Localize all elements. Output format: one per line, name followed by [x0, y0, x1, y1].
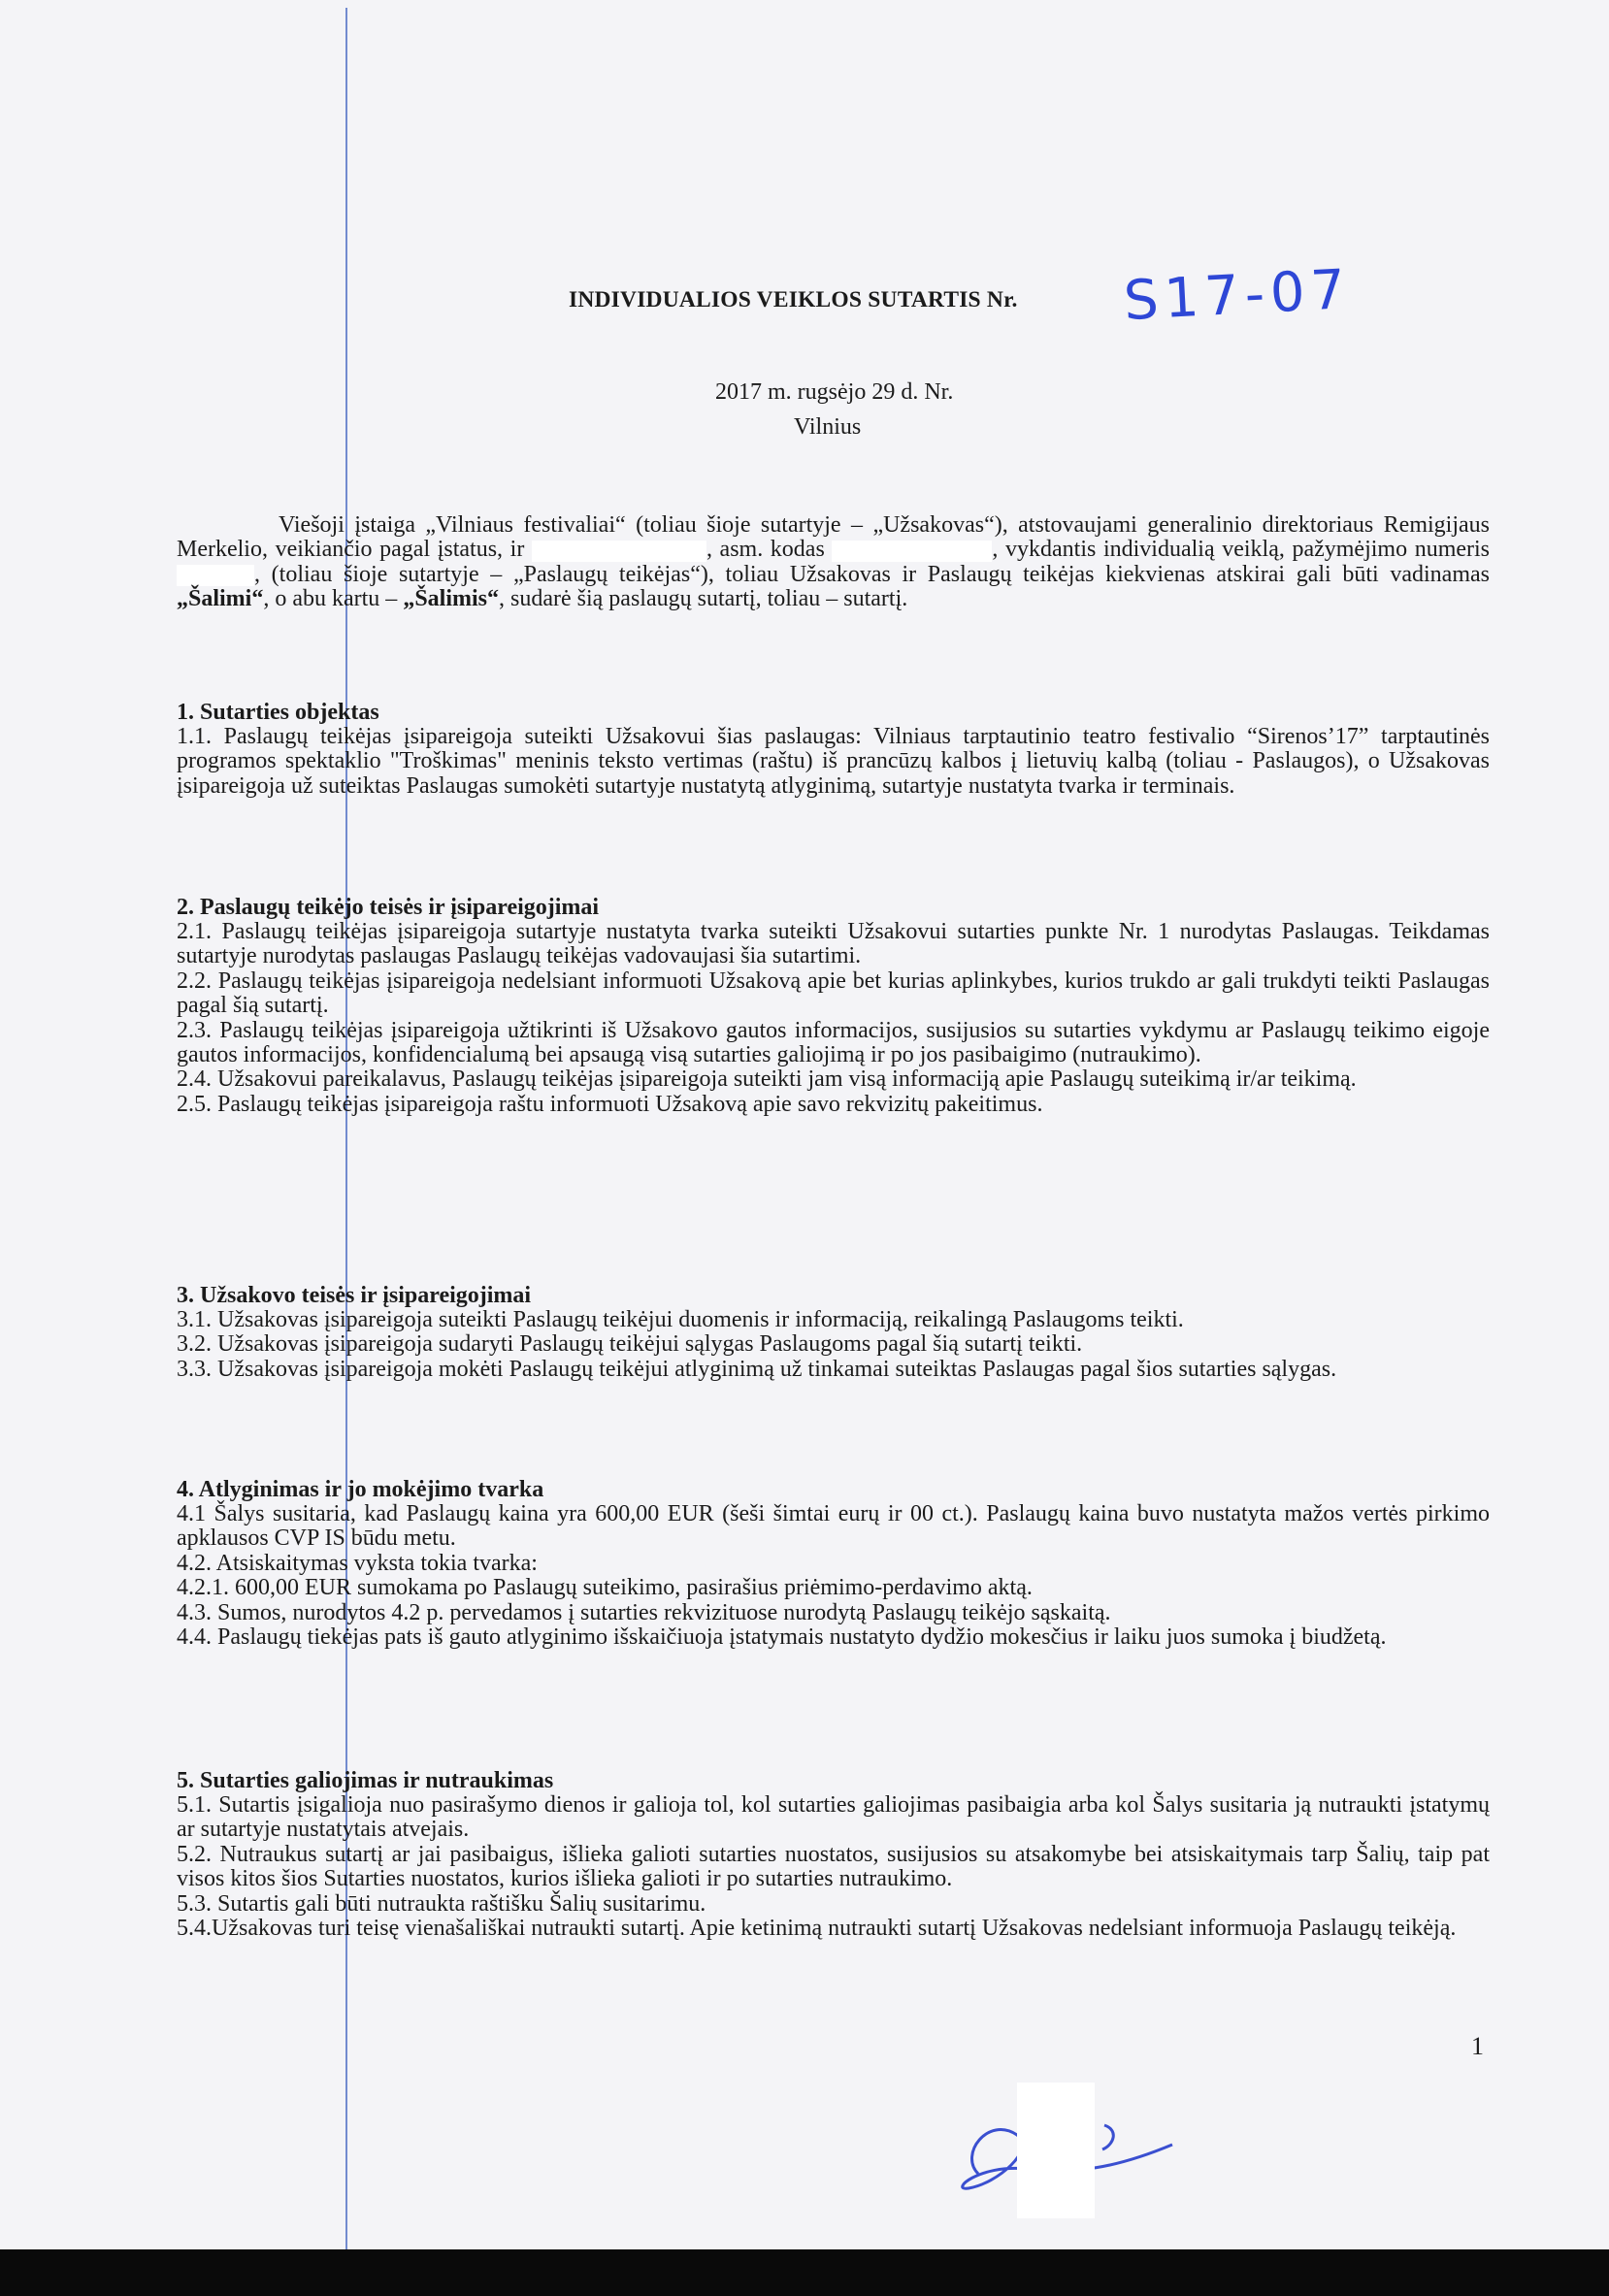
clause: 5.2. Nutraukus sutartį ar jai pasibaigus, išlieka galioti sutarties nuostatos, susijusios su atsakomybe bei atsiskaitymais tarp Šalių, taip pat visos kitos šios Sutarties nuostatos, kurios išlieka galioti ir po sutarties nutraukimo. [177, 1841, 1490, 1892]
section-heading: 2. Paslaugų teikėjo teisės ir įsipareigojimai [177, 895, 600, 920]
redacted-name [532, 541, 706, 562]
clause: 2.4. Užsakovui pareikalavus, Paslaugų teikėjas įsipareigoja suteikti jam visą informaciją apie Paslaugų suteikimą ir/ar teikimą. [177, 1066, 1357, 1093]
section-2 [177, 895, 1490, 1117]
clause: 3.2. Užsakovas įsipareigoja sudaryti Paslaugų teikėjui sąlygas Paslaugoms pagal šią sutartį teikti. [177, 1331, 1083, 1358]
document-title: INDIVIDUALIOS VEIKLOS SUTARTIS Nr. [569, 287, 1018, 312]
scan-border [0, 2249, 1609, 2296]
intro-text-4: , (toliau šioje sutartyje – „Paslaugų teikėjas“), toliau Užsakovas ir Paslaugų teikėjas kiekvienas atskirai gali būti vadinamas [254, 561, 1490, 587]
section-3 [177, 1283, 1490, 1382]
section-heading: 3. Užsakovo teisės ir įsipareigojimai [177, 1283, 532, 1308]
clause: 4.2.1. 600,00 EUR sumokama po Paslaugų suteikimo, pasirašius priėmimo-perdavimo aktą. [177, 1575, 1033, 1601]
section-5 [177, 1768, 1490, 1941]
date-line: 2017 m. rugsėjo 29 d. Nr. [715, 379, 954, 405]
handwritten-contract-number: S17-07 [1122, 257, 1353, 334]
section-1 [177, 700, 1490, 799]
section-heading: 4. Atlyginimas ir jo mokėjimo tvarka [177, 1477, 544, 1502]
clause: 4.1 Šalys susitaria, kad Paslaugų kaina yra 600,00 EUR (šeši šimtai eurų ir 00 ct.). Paslaugų kaina buvo nustatyta mažos vertės pirkimo apklausos CVP IS būdu metu. [177, 1501, 1490, 1552]
section-heading: 5. Sutarties galiojimas ir nutraukimas [177, 1768, 554, 1793]
clause: 2.3. Paslaugų teikėjas įsipareigoja užtikrinti iš Užsakovo gautos informacijos, susijusios su sutarties vykdymu ar Paslaugų teikimo eigoje gautos informacijos, konfidencialumą bei apsaugą visą sutarties galiojimą ir po jos pasibaigimo (nutraukimo). [177, 1017, 1490, 1068]
clause: 3.3. Užsakovas įsipareigoja mokėti Paslaugų teikėjui atlyginimą už tinkamai suteiktas Paslaugas pagal šios sutarties sąlygas. [177, 1356, 1337, 1382]
intro-text-2: , asm. kodas [706, 537, 825, 563]
clause: 4.2. Atsiskaitymas vyksta tokia tvarka: [177, 1550, 538, 1576]
clause: 5.1. Sutartis įsigalioja nuo pasirašymo dienos ir galioja tol, kol sutarties galiojimas pasibaigia arba kol Šalys susitaria ją nutraukti įstatymų ar sutartyje nustatytais atvejais. [177, 1792, 1490, 1843]
intro-text-5: , o abu kartu – [263, 586, 398, 612]
term-salimis: „Šalimis“ [403, 586, 499, 612]
clause: 3.1. Užsakovas įsipareigoja suteikti Paslaugų teikėjui duomenis ir informaciją, reikalingą Paslaugoms teikti. [177, 1307, 1184, 1332]
clause: 2.5. Paslaugų teikėjas įsipareigoja raštu informuoti Užsakovą apie savo rekvizitų pakeitimus. [177, 1091, 1043, 1117]
clause: 4.3. Sumos, nurodytos 4.2 p. pervedamos į sutarties rekvizituose nurodytą Paslaugų teikėjo sąskaitą. [177, 1599, 1111, 1625]
intro-text-3: , vykdantis individualią veiklą, pažymėjimo numeris [992, 537, 1491, 563]
clause: 4.4. Paslaugų tiekėjas pats iš gauto atlyginimo išskaičiuoja įstatymais nustatyto dydžio mokesčius ir laiku juos sumoka į biudžetą. [177, 1624, 1387, 1651]
intro-paragraph [177, 513, 1490, 612]
clause: 2.2. Paslaugų teikėjas įsipareigoja nedelsiant informuoti Užsakovą apie bet kurias aplinkybes, kurios trukdo ar gali trukdyti teikti Paslaugas pagal šią sutartį. [177, 968, 1490, 1019]
redacted-certificate-number [177, 565, 254, 586]
section-4 [177, 1477, 1490, 1650]
city-line: Vilnius [794, 414, 862, 440]
clause: 1.1. Paslaugų teikėjas įsipareigoja suteikti Užsakovui šias paslaugas: Vilniaus tarptautinio teatro festivalio “Sirenos’17” tarptautinės programos spektaklio "Troškimas" meninis teksto vertimas (raštu) iš prancūzų kalbos į lietuvių kalbą (toliau - Paslaugos), o Užsakovas įsipareigoja už suteiktas Paslaugas sumokėti sutartyje nustatytą atlyginimą, sutartyje nustatyta tvarka ir terminais. [177, 724, 1490, 799]
page-number: 1 [1471, 2032, 1484, 2060]
redacted-personal-code [832, 541, 992, 562]
clause: 5.3. Sutartis gali būti nutraukta raštišku Šalių susitarimu. [177, 1890, 706, 1917]
term-salimi: „Šalimi“ [177, 586, 264, 612]
intro-text-1: Viešoji įstaiga „Vilniaus festivaliai“ (toliau šioje sutartyje – „Užsakovas“), atstovaujami generalinio direktoriaus Remigijaus Merkelio, veikiančio pagal įstatus, ir [177, 512, 1490, 563]
redacted-signature-area [1017, 2083, 1095, 2218]
intro-text-6: , sudarė šią paslaugų sutartį, toliau – sutartį. [499, 586, 908, 612]
section-heading: 1. Sutarties objektas [177, 700, 379, 725]
clause: 2.1. Paslaugų teikėjas įsipareigoja sutartyje nustatyta tvarka suteikti Užsakovui sutarties punkte Nr. 1 nurodytas Paslaugas. Teikdamas sutartyje nurodytas paslaugas Paslaugų teikėjas vadovaujasi šia sutartimi. [177, 919, 1490, 969]
clause: 5.4.Užsakovas turi teisę vienašališkai nutraukti sutartį. Apie ketinimą nutraukti sutartį Užsakovas nedelsiant informuoja Paslaugų teikėją. [177, 1916, 1457, 1942]
